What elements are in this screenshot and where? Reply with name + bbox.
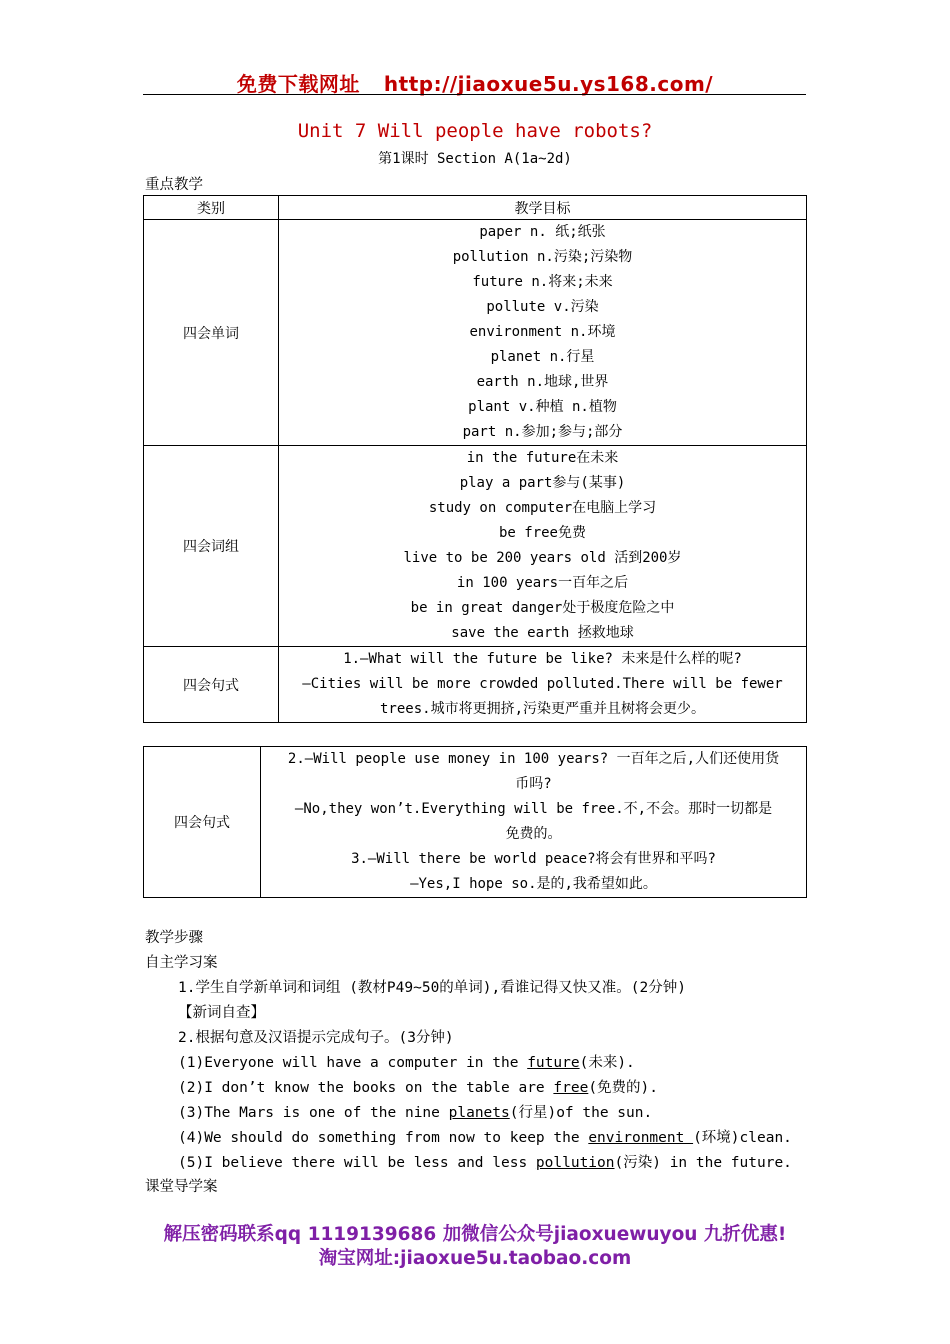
table-row xyxy=(144,220,807,446)
list-item: live to be 200 years old 活到200岁 xyxy=(403,550,682,566)
row-content xyxy=(279,446,807,647)
answer-blank: planets xyxy=(448,1105,510,1121)
col-header-category: 类别 xyxy=(144,196,279,220)
row-content xyxy=(279,220,807,446)
list-item: —Yes,I hope so.是的,我希望如此。 xyxy=(410,876,657,892)
list-item: pollute v.污染 xyxy=(486,299,599,315)
row-content xyxy=(279,647,807,723)
step-item-1: 1.学生自学新单词和词组 (教材P49~50的单词),看谁记得又快又准。(2分钟) xyxy=(178,980,686,996)
col-header-objectives: 教学目标 xyxy=(279,196,807,220)
sentence-text: (3)The Mars is one of the nine xyxy=(178,1105,449,1121)
list-item: planet n.行星 xyxy=(490,349,595,365)
list-item: environment n.环境 xyxy=(469,324,616,340)
sentence-text: (4)We should do something from now to keep the xyxy=(178,1130,589,1146)
list-item: in 100 years一百年之后 xyxy=(456,575,629,591)
list-item: pollution n.污染;污染物 xyxy=(452,249,633,265)
row-category: 四会词组 xyxy=(144,446,279,647)
list-item: 免费的。 xyxy=(505,826,562,842)
list-item: —No,they won’t.Everything will be free.不,不会。那时一切都是 xyxy=(294,801,773,817)
sentence-text: (免费的). xyxy=(588,1080,659,1096)
list-item: 2.—Will people use money in 100 years? 一百年之后,人们还使用货 xyxy=(287,751,780,767)
list-item: 1.—What will the future be like? 未来是什么样的呢? xyxy=(343,651,742,667)
steps-heading: 教学步骤 xyxy=(145,930,203,946)
table-row xyxy=(144,647,807,723)
answer-blank: pollution xyxy=(535,1155,615,1171)
list-item: trees.城市将更拥挤,污染更严重并且树将会更少。 xyxy=(380,701,705,717)
list-item: be in great danger处于极度危险之中 xyxy=(410,600,675,616)
list-item: save the earth 拯救地球 xyxy=(451,625,634,641)
sentence-text: (5)I believe there will be less and less xyxy=(178,1155,536,1171)
row-category: 四会句式 xyxy=(144,647,279,723)
answer-blank: future xyxy=(527,1055,580,1071)
footer-taobao-link[interactable]: 淘宝网址:jiaoxue5u.taobao.com xyxy=(318,1248,632,1269)
table-row xyxy=(144,446,807,647)
header-rule xyxy=(143,94,806,95)
answer-blank: environment xyxy=(588,1130,694,1146)
list-item: 币吗? xyxy=(515,776,552,792)
list-item: study on computer在电脑上学习 xyxy=(428,500,657,516)
exercise-sentence-5 xyxy=(178,1151,792,1172)
row-category: 四会单词 xyxy=(144,220,279,446)
objectives-table xyxy=(143,195,807,723)
sentence-text: (行星)of the sun. xyxy=(509,1105,653,1121)
answer-blank: free xyxy=(553,1080,589,1096)
sentence-text: (1)Everyone will have a computer in the xyxy=(178,1055,528,1071)
list-item: in the future在未来 xyxy=(466,450,619,466)
section-focus-label: 重点教学 xyxy=(145,177,203,193)
exercise-sentence-4 xyxy=(178,1126,792,1147)
classroom-heading: 课堂导学案 xyxy=(145,1179,218,1195)
list-item: be free免费 xyxy=(498,525,586,541)
header-label: 免费下载网址 xyxy=(236,72,360,96)
list-item: part n.参加;参与;部分 xyxy=(462,424,623,440)
exercise-sentence-1 xyxy=(178,1051,635,1072)
list-item: future n.将来;未来 xyxy=(472,274,613,290)
exercise-sentence-2 xyxy=(178,1076,658,1097)
sentences-table-continued xyxy=(143,746,807,898)
row-content xyxy=(261,747,807,898)
list-item: play a part参与(某事) xyxy=(459,475,626,491)
sentence-text: (污染) in the future. xyxy=(614,1155,792,1171)
row-category: 四会句式 xyxy=(144,747,261,898)
list-item: earth n.地球,世界 xyxy=(476,374,609,390)
list-item: —Cities will be more crowded polluted.There will be fewer xyxy=(302,676,783,692)
footer-contact: 解压密码联系qq 1119139686 加微信公众号jiaoxuewuyou 九折优惠! xyxy=(163,1224,787,1245)
header-url-link[interactable]: http://jiaoxue5u.ys168.com/ xyxy=(383,72,714,96)
list-item: plant v.种植 n.植物 xyxy=(468,399,617,415)
sentence-text: (2)I don’t know the books on the table are xyxy=(178,1080,554,1096)
sentence-text: (未来). xyxy=(579,1055,635,1071)
list-item: paper n. 纸;纸张 xyxy=(479,224,606,240)
step-item-2: 2.根据句意及汉语提示完成句子。(3分钟) xyxy=(178,1030,454,1046)
page-title: Unit 7 Will people have robots? xyxy=(297,120,653,142)
table-row xyxy=(144,747,807,898)
sentence-text: (环境)clean. xyxy=(693,1130,792,1146)
new-words-label: 【新词自查】 xyxy=(178,1005,265,1021)
list-item: 3.—Will there be world peace?将会有世界和平吗? xyxy=(351,851,716,867)
page-subtitle: 第1课时 Section A(1a~2d) xyxy=(378,151,572,167)
self-study-heading: 自主学习案 xyxy=(145,955,218,971)
download-header xyxy=(0,68,950,97)
exercise-sentence-3 xyxy=(178,1101,652,1122)
